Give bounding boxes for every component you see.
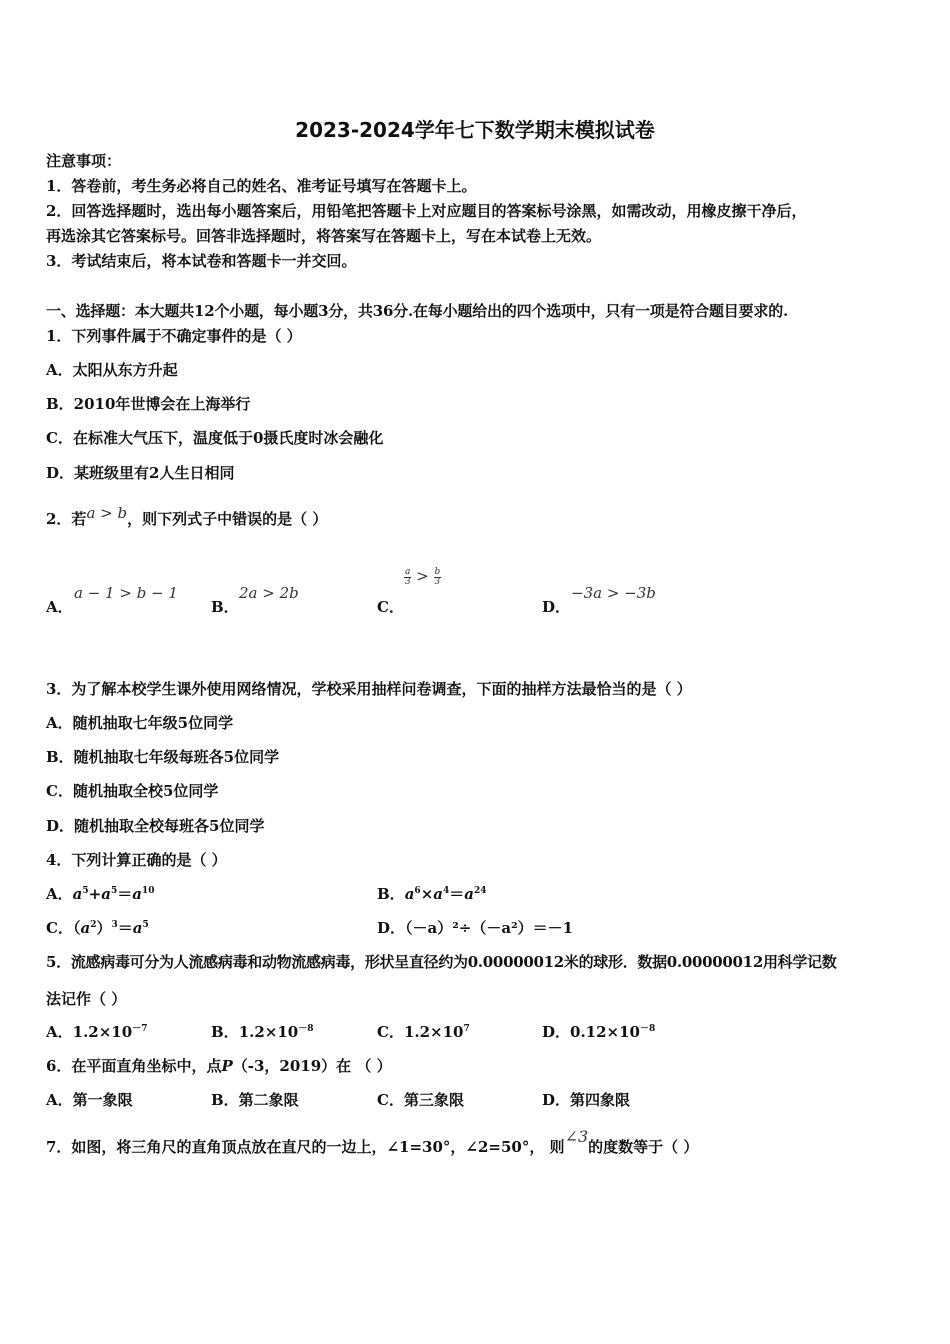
- q2-condition: a > b: [86, 504, 128, 522]
- q2-c-num1: a: [405, 566, 411, 577]
- q1-option-d: D．某班级里有2人生日相同: [46, 464, 235, 482]
- q4-option-b: B．$a^6\times a^4=a^{24}$: [377, 885, 487, 903]
- q2-expr-b: 2a > 2b: [239, 584, 299, 602]
- q1-option-b: B．2010年世博会在上海举行: [46, 395, 251, 413]
- q6-option-a: A．第一象限: [46, 1091, 133, 1109]
- q2-expr-d: −3a > −3b: [571, 584, 656, 602]
- q6-option-d: D．第四象限: [542, 1091, 631, 1109]
- q2-c-op: >: [416, 567, 429, 585]
- q2-label-b: B．: [211, 598, 239, 616]
- notice-item-1: 1．答卷前，考生务必将自己的姓名、准考证号填写在答题卡上。: [46, 177, 477, 195]
- q3-option-d: D．随机抽取全校每班各5位同学: [46, 817, 265, 835]
- q2-label-d: D．: [542, 598, 571, 616]
- page-title: 2023-2024学年七下数学期末模拟试卷: [295, 118, 655, 142]
- q3-option-b: B．随机抽取七年级每班各5位同学: [46, 748, 280, 766]
- q6-option-c: C．第三象限: [377, 1091, 464, 1109]
- q6-stem: 6．在平面直角坐标中，点P（-3，2019）在 （ ）: [46, 1057, 392, 1075]
- q5-option-a: A．$1.2\times 10^{-7}$: [46, 1023, 148, 1041]
- q5-option-d: D．$0.12\times 10^{-8}$: [542, 1023, 656, 1041]
- q5-stem: 5．流感病毒可分为人流感病毒和动物流感病毒，形状呈直径约为0.00000012米的球形．数据0.00000012用科学记数: [46, 953, 837, 971]
- q2-label-a: A．: [46, 598, 73, 616]
- notice-heading: 注意事项：: [46, 152, 122, 170]
- q7-stem: 7．如图，将三角尺的直角顶点放在直尺的一边上，∠1=30°，∠2=50°， 则∠3的度数等于（ ）: [46, 1127, 699, 1156]
- q4-stem: 4．下列计算正确的是（ ）: [46, 851, 227, 869]
- q1-stem: 1．下列事件属于不确定事件的是（ ）: [46, 327, 302, 345]
- q4-option-a: A．$a^5+a^5=a^{10}$: [46, 885, 155, 903]
- q3-option-a: A．随机抽取七年级5位同学: [46, 714, 234, 732]
- notice-item-3: 3．考试结束后，将本试卷和答题卡一并交回。: [46, 252, 357, 270]
- q5-stem-cont: 法记作（ ）: [46, 990, 127, 1008]
- q2-expr-c: [404, 567, 441, 587]
- notice-item-2-cont: 再选涂其它答案标号。回答非选择题时，将答案写在答题卡上，写在本试卷上无效。: [46, 227, 602, 245]
- q4-option-c: C．$(a^2)^3=a^5$: [46, 919, 149, 937]
- q4-option-d: D．（－a）²÷（－a²）＝－1: [377, 919, 574, 937]
- q3-option-c: C．随机抽取全校5位同学: [46, 782, 219, 800]
- q5-option-b: B．$1.2\times 10^{-8}$: [211, 1023, 314, 1041]
- q6-point: P: [221, 1057, 233, 1075]
- q2-c-den1: 3: [404, 576, 411, 587]
- q2-expr-a: a − 1 > b − 1: [74, 584, 178, 602]
- q7-angle: ∠3: [564, 1127, 589, 1146]
- q4-d-expr: （－a）²÷（－a²）＝－1: [405, 919, 574, 937]
- q2-stem: [46, 504, 328, 528]
- q1-option-c: C．在标准大气压下，温度低于0摄氏度时冰会融化: [46, 429, 384, 447]
- notice-item-2: 2．回答选择题时，选出每小题答案后，用铅笔把答题卡上对应题目的答案标号涂黑，如需改动，用橡皮擦干净后，: [46, 202, 807, 220]
- section-heading: 一、选择题：本大题共12个小题，每小题3分，共36分.在每小题给出的四个选项中，只有一项是符合题目要求的.: [46, 302, 789, 320]
- q2-label-c: C．: [377, 598, 404, 616]
- q6-option-b: B．第二象限: [211, 1091, 299, 1109]
- q2-c-den2: 3: [434, 576, 441, 587]
- q2-stem-post: ，则下列式子中错误的是（ ）: [127, 510, 328, 528]
- q5-option-c: C．$1.2\times 10^7$: [377, 1023, 470, 1041]
- q2-c-num2: b: [434, 566, 441, 577]
- q3-stem: 3．为了解本校学生课外使用网络情况，学校采用抽样问卷调查，下面的抽样方法最恰当的是（ ）: [46, 680, 692, 698]
- q2-stem-pre: 2．若: [46, 510, 87, 528]
- q1-option-a: A．太阳从东方升起: [46, 361, 178, 379]
